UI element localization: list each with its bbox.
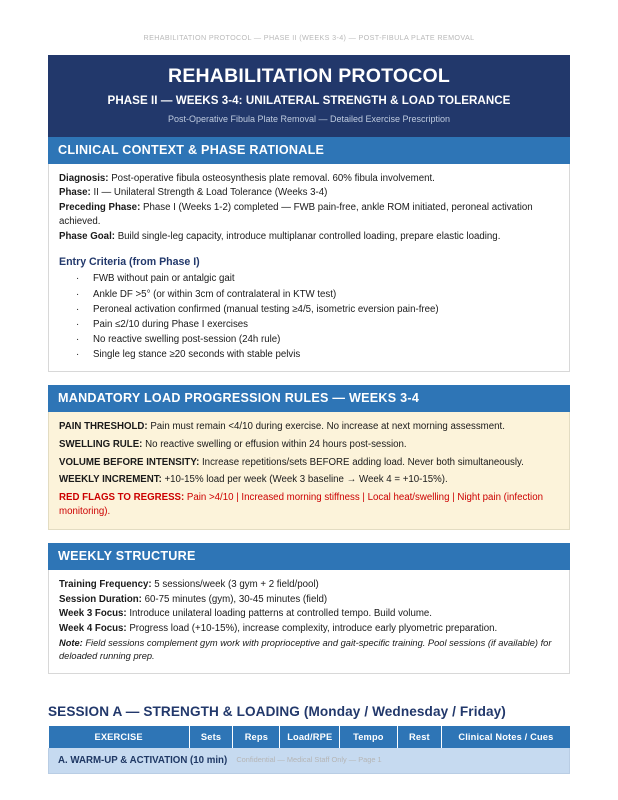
context-label-preceding-phase: Preceding Phase:	[59, 202, 141, 214]
list-item	[59, 347, 559, 362]
list-item	[59, 317, 559, 332]
entry-criterion-text: Ankle DF >5° (or within 3cm of contralateral in KTW test)	[93, 288, 337, 300]
table-header-row	[49, 726, 570, 748]
context-row-diagnosis	[59, 172, 559, 186]
load-rule-label-weekly-increment: WEEKLY INCREMENT:	[59, 474, 162, 486]
context-value-preceding-phase: Phase I (Weeks 1-2) completed — FWB pain-free, ankle ROM initiated, peroneal activation achieved.	[59, 202, 533, 227]
section-header-load-rules: MANDATORY LOAD PROGRESSION RULES — WEEKS 3-4	[48, 385, 570, 412]
list-item	[59, 287, 559, 302]
session-a-table	[48, 726, 570, 774]
load-rule-text-swelling: No reactive swelling or effusion within 24 hours post-session.	[142, 438, 407, 450]
weekly-value-week4-focus: Progress load (+10-15%), increase complexity, introduce early plyometric preparation.	[126, 623, 498, 635]
section-header-weekly-structure: WEEKLY STRUCTURE	[48, 543, 570, 570]
table-column-header-exercise: EXERCISE	[49, 726, 190, 748]
page-subtitle-note: Post-Operative Fibula Plate Removal — Detailed Exercise Prescription	[167, 113, 451, 124]
load-rule-text-volume-before-intensity: Increase repetitions/sets BEFORE adding load. Never both simultaneously.	[199, 456, 524, 468]
context-value-diagnosis: Post-operative fibula osteosynthesis plate removal. 60% fibula involvement.	[108, 172, 435, 184]
load-rule-label-pain-threshold: PAIN THRESHOLD:	[59, 421, 148, 433]
load-rule-red-flags	[59, 491, 559, 519]
load-rule-text-red-flags: Pain >4/10 | Increased morning stiffness | Local heat/swelling | Night pain (infection monitoring).	[59, 492, 543, 517]
load-rule-weekly-increment	[59, 473, 559, 487]
running-header: REHABILITATION PROTOCOL — PHASE II (WEEKS 3-4) — POST-FIBULA PLATE REMOVAL	[143, 33, 475, 42]
bullet-icon: ·	[76, 273, 80, 285]
context-label-phase: Phase:	[59, 187, 91, 199]
page-subtitle: PHASE II — WEEKS 3-4: UNILATERAL STRENGTH & LOAD TOLERANCE	[107, 94, 511, 108]
entry-criterion-text: No reactive swelling post-session (24h rule)	[93, 333, 281, 345]
load-rule-label-swelling: SWELLING RULE:	[59, 438, 143, 450]
context-value-phase-goal: Build single-leg capacity, introduce multiplanar controlled loading, prepare elastic loading.	[115, 230, 501, 242]
weekly-note-label: Note:	[59, 637, 83, 648]
spacer	[48, 674, 570, 704]
entry-criteria-heading: Entry Criteria (from Phase I)	[59, 256, 200, 269]
bullet-icon: ·	[76, 333, 80, 345]
list-item	[59, 332, 559, 347]
table-column-header-tempo: Tempo	[340, 726, 397, 748]
table-column-header-rest: Rest	[397, 726, 442, 748]
page-title: REHABILITATION PROTOCOL	[168, 65, 450, 87]
context-row-phase-goal	[59, 230, 559, 244]
load-rule-pain-threshold	[59, 420, 559, 434]
weekly-label-week4-focus: Week 4 Focus:	[59, 623, 127, 635]
entry-criteria-list	[59, 271, 559, 362]
weekly-value-week3-focus: Introduce unilateral loading patterns at controlled tempo. Build volume.	[126, 608, 432, 620]
bullet-icon: ·	[76, 303, 80, 315]
load-rule-text-pain-threshold: Pain must remain <4/10 during exercise. No increase at next morning assessment.	[147, 421, 505, 433]
weekly-value-session-duration: 60-75 minutes (gym), 30-45 minutes (field)	[141, 593, 328, 605]
entry-criterion-text: Pain ≤2/10 during Phase I exercises	[93, 318, 249, 330]
bullet-icon: ·	[76, 349, 80, 361]
session-a-heading: SESSION A — STRENGTH & LOADING (Monday / Wednesday / Friday)	[48, 704, 506, 720]
weekly-row-week4-focus	[59, 622, 559, 636]
entry-criterion-text: Peroneal activation confirmed (manual testing ≥4/5, isometric eversion pain-free)	[93, 303, 439, 315]
weekly-label-week3-focus: Week 3 Focus:	[59, 608, 127, 620]
entry-criterion-text: Single leg stance ≥20 seconds with stable pelvis	[93, 349, 301, 361]
table-column-header-sets: Sets	[189, 726, 233, 748]
weekly-row-week3-focus	[59, 607, 559, 621]
document-title-block	[48, 55, 570, 137]
document-content	[48, 55, 570, 774]
load-rule-volume-before-intensity	[59, 456, 559, 470]
spacer	[48, 372, 570, 385]
section-panel-clinical-context	[48, 164, 570, 373]
weekly-row-session-duration	[59, 593, 559, 607]
load-rule-label-volume-before-intensity: VOLUME BEFORE INTENSITY:	[59, 456, 200, 468]
table-group-row-warmup: A. WARM-UP & ACTIVATION (10 min)	[49, 748, 570, 774]
section-panel-load-rules	[48, 412, 570, 530]
table-column-header-clinical-notes: Clinical Notes / Cues	[442, 726, 570, 748]
weekly-row-training-frequency	[59, 578, 559, 592]
weekly-label-training-frequency: Training Frequency:	[59, 578, 152, 590]
context-row-preceding-phase	[59, 201, 559, 229]
spacer	[48, 530, 570, 543]
load-rule-swelling	[59, 438, 559, 452]
context-row-phase	[59, 186, 559, 200]
list-item	[59, 271, 559, 286]
weekly-note	[59, 637, 559, 663]
load-rule-label-red-flags: RED FLAGS TO REGRESS:	[59, 492, 185, 504]
load-rule-text-weekly-increment: +10-15% load per week (Week 3 baseline → Week 4 = +10-15%).	[161, 474, 448, 486]
weekly-value-training-frequency: 5 sessions/week (3 gym + 2 field/pool)	[151, 578, 319, 590]
table-column-header-reps: Reps	[233, 726, 280, 748]
weekly-label-session-duration: Session Duration:	[59, 593, 142, 605]
context-label-diagnosis: Diagnosis:	[59, 172, 109, 184]
context-value-phase: II — Unilateral Strength & Load Tolerance (Weeks 3-4)	[90, 187, 328, 199]
weekly-note-text: Field sessions complement gym work with proprioceptive and gait-specific training. Pool sessions (if available) for deloaded running prep.	[59, 637, 552, 661]
section-header-clinical-context: CLINICAL CONTEXT & PHASE RATIONALE	[48, 137, 570, 164]
entry-criterion-text: FWB without pain or antalgic gait	[93, 273, 235, 285]
bullet-icon: ·	[76, 288, 80, 300]
section-panel-weekly-structure	[48, 570, 570, 674]
bullet-icon: ·	[76, 318, 80, 330]
list-item	[59, 302, 559, 317]
context-label-phase-goal: Phase Goal:	[59, 230, 115, 242]
page-footer: Confidential — Medical Staff Only — Page 1	[236, 755, 382, 764]
table-column-header-load-rpe: Load/RPE	[280, 726, 340, 748]
